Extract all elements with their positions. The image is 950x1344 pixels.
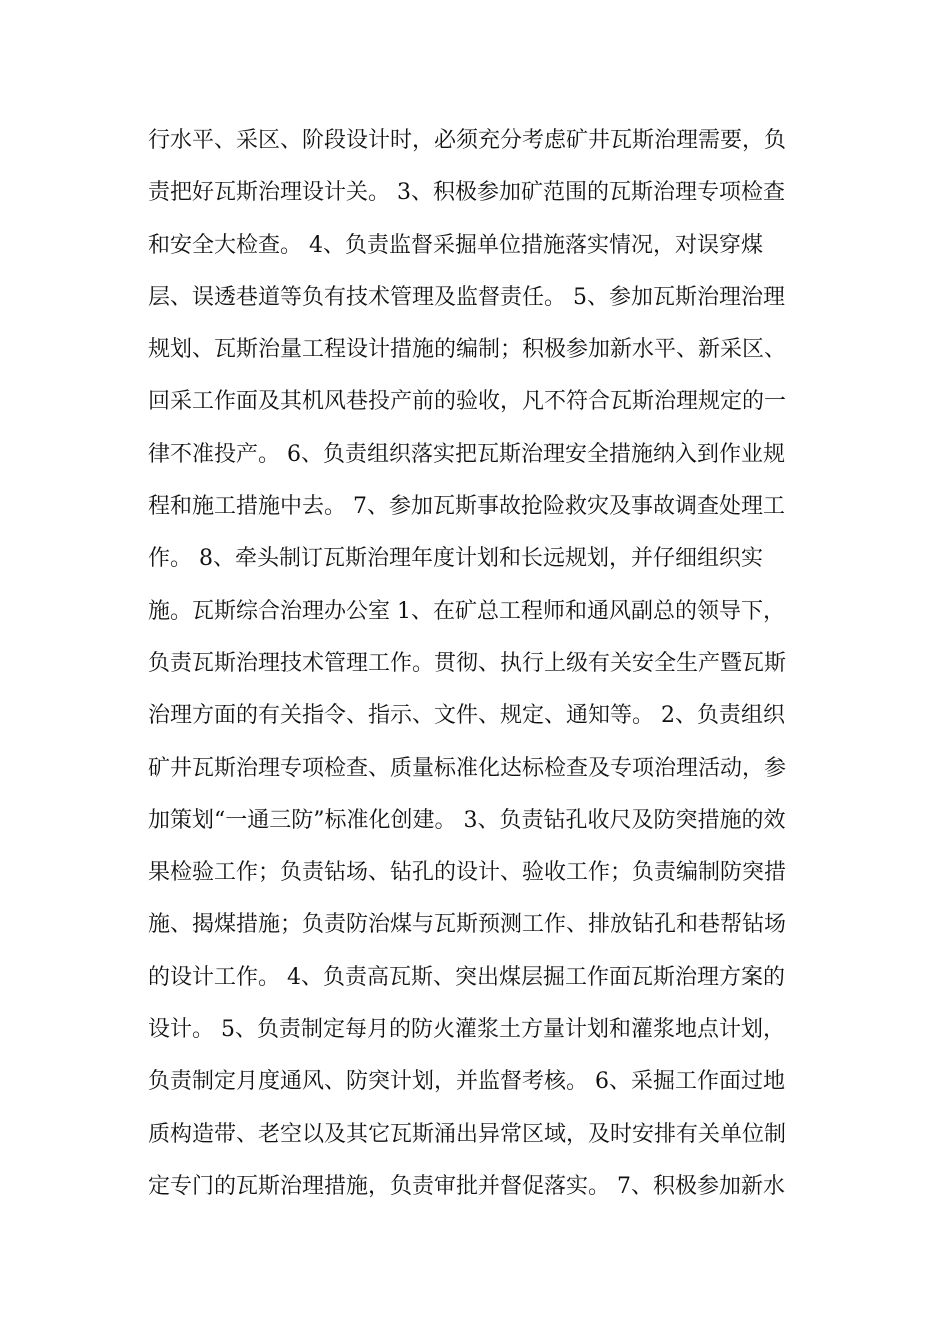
text-line: 施、揭煤措施；负责防治煤与瓦斯预测工作、排放钻孔和巷帮钻场 <box>148 912 787 938</box>
text-line: 律不准投产。 6、负责组织落实把瓦斯治理安全措施纳入到作业规 <box>148 441 785 467</box>
text-line: 质构造带、老空以及其它瓦斯涌出异常区域，及时安排有关单位制 <box>148 1121 787 1147</box>
text-line: 施。瓦斯综合治理办公室 1、在矿总工程师和通风副总的领导下， <box>148 598 785 624</box>
text-line: 治理方面的有关指令、指示、文件、规定、通知等。 2、负责组织 <box>148 703 785 729</box>
text-line: 层、误透巷道等负有技术管理及监督责任。 5、参加瓦斯治理治理 <box>148 284 785 310</box>
text-line: 责把好瓦斯治理设计关。 3、积极参加矿范围的瓦斯治理专项检查 <box>148 180 785 206</box>
text-line: 规划、瓦斯治量工程设计措施的编制；积极参加新水平、新采区、 <box>148 337 787 363</box>
text-line: 回采工作面及其机风巷投产前的验收，凡不符合瓦斯治理规定的一 <box>148 389 787 415</box>
text-line: 作。 8、牵头制订瓦斯治理年度计划和长远规划，并仔细组织实 <box>148 546 763 572</box>
text-line: 的设计工作。 4、负责高瓦斯、突出煤层掘工作面瓦斯治理方案的 <box>148 964 785 990</box>
text-line: 行水平、采区、阶段设计时，必须充分考虑矿井瓦斯治理需要，负 <box>148 128 787 153</box>
body-text <box>148 115 808 1213</box>
text-line: 负责制定月度通风、防突计划，并监督考核。 6、采掘工作面过地 <box>148 1069 785 1095</box>
text-line: 定专门的瓦斯治理措施，负责审批并督促落实。 7、积极参加新水 <box>148 1173 785 1199</box>
text-line: 加策划“一通三防”标准化创建。 3、负责钻孔收尺及防突措施的效 <box>148 807 786 833</box>
text-line: 程和施工措施中去。 7、参加瓦斯事故抢险救灾及事故调查处理工 <box>148 494 785 520</box>
text-line: 设计。 5、负责制定每月的防火灌浆土方量计划和灌浆地点计划， <box>148 1017 785 1043</box>
text-line: 负责瓦斯治理技术管理工作。贯彻、执行上级有关安全生产暨瓦斯 <box>148 650 787 676</box>
text-line: 果检验工作；负责钻场、钻孔的设计、验收工作；负责编制防突措 <box>148 860 787 886</box>
text-line: 矿井瓦斯治理专项检查、质量标准化达标检查及专项治理活动，参 <box>148 755 787 781</box>
text-line: 和安全大检查。 4、负责监督采掘单位措施落实情况，对误穿煤 <box>148 232 763 258</box>
